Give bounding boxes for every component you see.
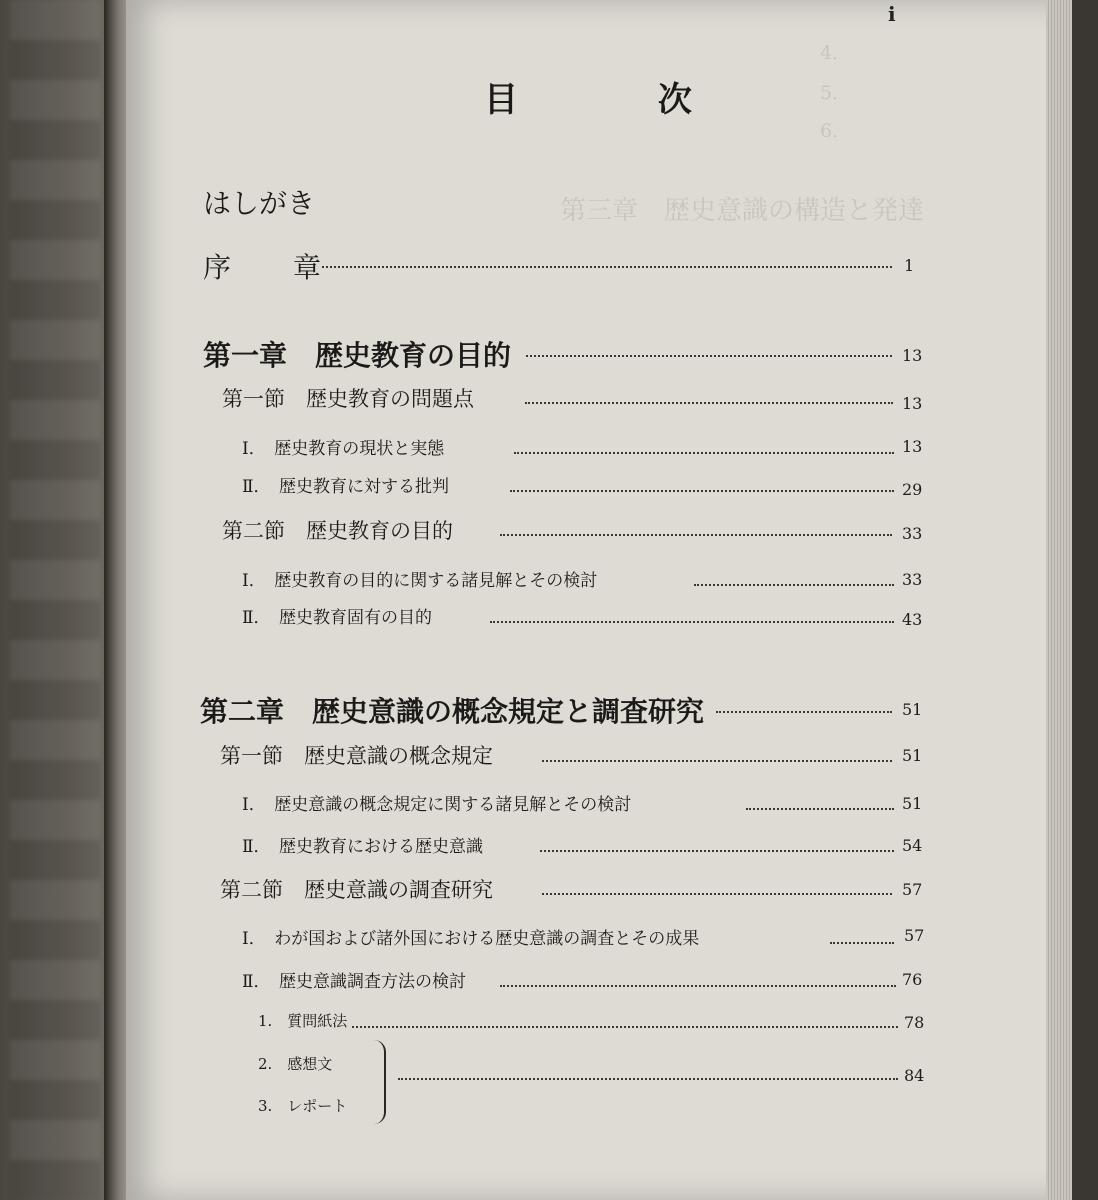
toc-page-number: 29 [902, 480, 923, 499]
toc-page-number: 54 [902, 836, 923, 855]
toc-item: 2. 感想文 [258, 1055, 333, 1073]
toc-preface: はしがき [203, 187, 316, 220]
toc-page-number: 51 [902, 746, 923, 765]
leader-dots [542, 893, 892, 895]
leader-dots [526, 355, 892, 357]
toc-section: 第一節 歴史意識の概念規定 [220, 744, 493, 768]
leader-dots [352, 1026, 898, 1028]
toc-page-number: 33 [902, 524, 923, 543]
toc-page-number: 78 [904, 1013, 925, 1032]
toc-page-number: 13 [902, 346, 923, 365]
bleed-through-text: 5． [820, 82, 852, 104]
toc-subsection: Ⅱ． 歴史教育に対する批判 [242, 477, 450, 497]
leader-dots [525, 402, 893, 404]
toc-page-number: 33 [902, 570, 923, 589]
toc-section: 第二節 歴史意識の調査研究 [220, 878, 493, 902]
toc-page-number: 51 [902, 700, 923, 719]
page-number: i [888, 2, 896, 26]
leader-dots [322, 266, 892, 268]
toc-subsection: Ⅱ． 歴史意識調査方法の検討 [242, 972, 467, 992]
toc-page-number: 51 [902, 794, 923, 813]
leader-dots [716, 711, 892, 713]
toc-subsection: Ⅰ． 歴史教育の現状と実態 [242, 439, 445, 459]
leader-dots [694, 584, 894, 586]
toc-intro-label: 序 章 [203, 251, 324, 284]
leader-dots [514, 452, 894, 454]
toc-page-number: 57 [904, 926, 925, 945]
leader-dots [540, 850, 894, 852]
toc-item: 1. 質問紙法 [258, 1012, 348, 1030]
toc-page-number: 76 [902, 970, 923, 989]
leader-dots [398, 1078, 898, 1080]
toc-page-number: 13 [902, 394, 923, 413]
toc-item: 3. レポート [258, 1097, 348, 1115]
toc-chapter-2: 第二章 歴史意識の概念規定と調査研究 [200, 695, 705, 728]
bleed-through-text: 第三章 歴史意識の構造と発達 [560, 196, 925, 226]
leader-dots [510, 490, 894, 492]
page-stack-edge [1046, 0, 1072, 1200]
toc-subsection: Ⅰ． 歴史教育の目的に関する諸見解とその検討 [242, 571, 598, 591]
toc-page-number: 84 [904, 1066, 925, 1085]
leader-dots [542, 760, 892, 762]
toc-section: 第一節 歴史教育の問題点 [222, 387, 474, 411]
page-title: 目 次 [484, 80, 756, 120]
toc-subsection: Ⅰ． わが国および諸外国における歴史意識の調査とその成果 [242, 929, 700, 949]
toc-section: 第二節 歴史教育の目的 [222, 519, 453, 543]
bleed-through-text: 4． [820, 42, 852, 64]
leader-dots [500, 985, 896, 987]
toc-page-number: 57 [902, 880, 923, 899]
toc-page-number: 1 [904, 256, 915, 275]
leader-dots [500, 534, 892, 536]
toc-chapter-1: 第一章 歴史教育の目的 [203, 339, 512, 372]
leader-dots [746, 808, 894, 810]
grouping-brace [370, 1040, 386, 1124]
toc-subsection: Ⅰ． 歴史意識の概念規定に関する諸見解とその検討 [242, 795, 632, 815]
toc-page-number: 43 [902, 610, 923, 629]
toc-page-number: 13 [902, 437, 923, 456]
leader-dots [830, 942, 894, 944]
leader-dots [490, 621, 894, 623]
toc-subsection: Ⅱ． 歴史教育固有の目的 [242, 608, 433, 628]
toc-subsection: Ⅱ． 歴史教育における歴史意識 [242, 837, 484, 857]
bleed-through-text: 6． [820, 120, 852, 142]
opposite-page-edge [10, 0, 100, 1200]
